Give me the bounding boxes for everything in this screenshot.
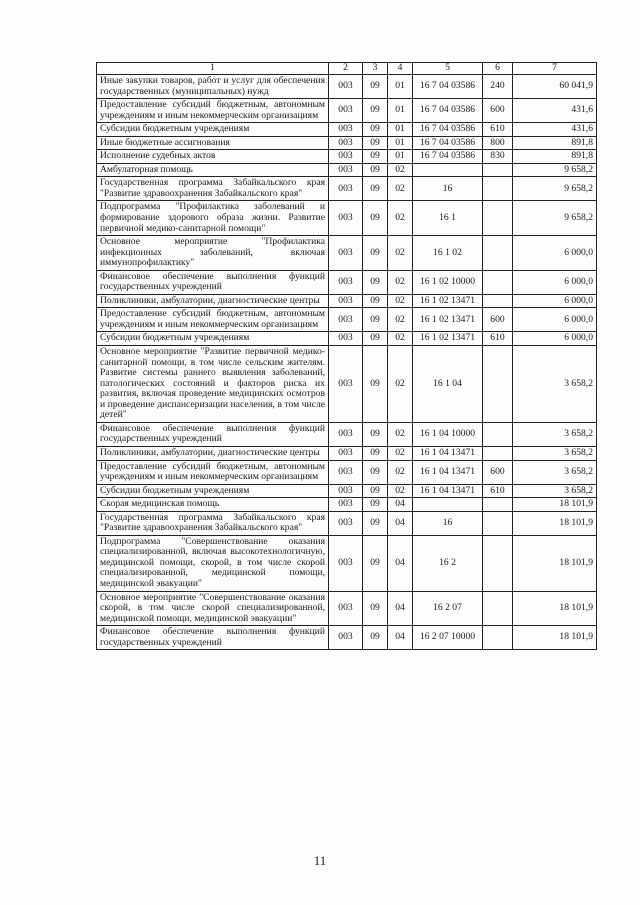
row-name: Поликлиники, амбулатории, диагностические центры bbox=[97, 294, 329, 308]
row-name: Предоставление субсидий бюджетным, автономным учреждениям и иным некоммерческим организациям bbox=[97, 308, 329, 332]
amount: 9 658,2 bbox=[513, 163, 597, 177]
ministry-code: 003 bbox=[329, 75, 363, 99]
target-article: 16 7 04 03586 bbox=[413, 150, 483, 164]
subsection-code: 01 bbox=[388, 99, 413, 123]
ministry-code: 003 bbox=[329, 99, 363, 123]
target-article: 16 1 04 13471 bbox=[413, 484, 483, 498]
table-row bbox=[97, 332, 597, 346]
section-code: 09 bbox=[363, 511, 388, 535]
section-code: 09 bbox=[363, 591, 388, 626]
subsection-code: 04 bbox=[388, 498, 413, 512]
row-name: Государственная программа Забайкальского края "Развитие здравоохранения Забайкальского края" bbox=[97, 177, 329, 201]
row-name: Амбулаторная помощь bbox=[97, 163, 329, 177]
amount: 3 658,2 bbox=[513, 346, 597, 423]
row-name: Скорая медицинская помощь bbox=[97, 498, 329, 512]
subsection-code: 04 bbox=[388, 591, 413, 626]
ministry-code: 003 bbox=[329, 163, 363, 177]
row-name: Финансовое обеспечение выполнения функций государственных учреждений bbox=[97, 422, 329, 446]
target-article: 16 1 02 bbox=[413, 236, 483, 271]
table-row bbox=[97, 422, 597, 446]
amount: 3 658,2 bbox=[513, 446, 597, 460]
expense-type bbox=[483, 163, 513, 177]
expense-type bbox=[483, 294, 513, 308]
target-article: 16 1 04 13471 bbox=[413, 446, 483, 460]
expense-type: 610 bbox=[483, 123, 513, 137]
target-article: 16 2 bbox=[413, 535, 483, 591]
section-code: 09 bbox=[363, 177, 388, 201]
row-name: Предоставление субсидий бюджетным, автономным учреждениям и иным некоммерческим организациям bbox=[97, 99, 329, 123]
subsection-code: 01 bbox=[388, 75, 413, 99]
section-code: 09 bbox=[363, 150, 388, 164]
section-code: 09 bbox=[363, 535, 388, 591]
ministry-code: 003 bbox=[329, 422, 363, 446]
row-name: Иные закупки товаров, работ и услуг для обеспечения государственных (муниципальных) нужд bbox=[97, 75, 329, 99]
ministry-code: 003 bbox=[329, 123, 363, 137]
col-header-6: 6 bbox=[483, 63, 513, 75]
section-code: 09 bbox=[363, 626, 388, 650]
table-row bbox=[97, 626, 597, 650]
ministry-code: 003 bbox=[329, 626, 363, 650]
ministry-code: 003 bbox=[329, 535, 363, 591]
target-article: 16 bbox=[413, 511, 483, 535]
subsection-code: 01 bbox=[388, 136, 413, 150]
section-code: 09 bbox=[363, 123, 388, 137]
table-row bbox=[97, 484, 597, 498]
row-name: Субсидии бюджетным учреждениям bbox=[97, 123, 329, 137]
ministry-code: 003 bbox=[329, 460, 363, 484]
ministry-code: 003 bbox=[329, 511, 363, 535]
section-code: 09 bbox=[363, 163, 388, 177]
table-row bbox=[97, 136, 597, 150]
amount: 6 000,0 bbox=[513, 236, 597, 271]
target-article: 16 1 04 bbox=[413, 346, 483, 423]
amount: 18 101,9 bbox=[513, 511, 597, 535]
expense-type: 600 bbox=[483, 99, 513, 123]
table-row bbox=[97, 123, 597, 137]
ministry-code: 003 bbox=[329, 270, 363, 294]
row-name: Исполнение судебных актов bbox=[97, 150, 329, 164]
subsection-code: 02 bbox=[388, 460, 413, 484]
section-code: 09 bbox=[363, 484, 388, 498]
ministry-code: 003 bbox=[329, 498, 363, 512]
ministry-code: 003 bbox=[329, 136, 363, 150]
expense-type bbox=[483, 270, 513, 294]
ministry-code: 003 bbox=[329, 332, 363, 346]
target-article: 16 1 bbox=[413, 201, 483, 236]
row-name: Подпрограмма "Профилактика заболеваний и формирование здорового образа жизни. Развитие первичной медико-санитарной помощи" bbox=[97, 201, 329, 236]
expense-type bbox=[483, 177, 513, 201]
subsection-code: 02 bbox=[388, 484, 413, 498]
amount: 18 101,9 bbox=[513, 498, 597, 512]
subsection-code: 04 bbox=[388, 511, 413, 535]
expense-type: 800 bbox=[483, 136, 513, 150]
subsection-code: 04 bbox=[388, 535, 413, 591]
subsection-code: 02 bbox=[388, 201, 413, 236]
col-header-4: 4 bbox=[388, 63, 413, 75]
section-code: 09 bbox=[363, 136, 388, 150]
col-header-2: 2 bbox=[329, 63, 363, 75]
subsection-code: 04 bbox=[388, 626, 413, 650]
expense-type: 610 bbox=[483, 332, 513, 346]
expense-type: 600 bbox=[483, 308, 513, 332]
target-article: 16 1 02 13471 bbox=[413, 332, 483, 346]
col-header-7: 7 bbox=[513, 63, 597, 75]
section-code: 09 bbox=[363, 422, 388, 446]
subsection-code: 02 bbox=[388, 270, 413, 294]
amount: 6 000,0 bbox=[513, 332, 597, 346]
amount: 6 000,0 bbox=[513, 308, 597, 332]
row-name: Предоставление субсидий бюджетным, автономным учреждениям и иным некоммерческим организациям bbox=[97, 460, 329, 484]
target-article: 16 7 04 03586 bbox=[413, 75, 483, 99]
subsection-code: 02 bbox=[388, 346, 413, 423]
subsection-code: 02 bbox=[388, 308, 413, 332]
expense-type: 600 bbox=[483, 460, 513, 484]
target-article: 16 1 04 10000 bbox=[413, 422, 483, 446]
amount: 60 041,9 bbox=[513, 75, 597, 99]
row-name: Основное мероприятие "Профилактика инфекционных заболеваний, включая иммунопрофилактику" bbox=[97, 236, 329, 271]
table-row bbox=[97, 498, 597, 512]
expense-type bbox=[483, 498, 513, 512]
row-name: Финансовое обеспечение выполнения функций государственных учреждений bbox=[97, 626, 329, 650]
ministry-code: 003 bbox=[329, 591, 363, 626]
expense-type: 830 bbox=[483, 150, 513, 164]
row-name: Финансовое обеспечение выполнения функций государственных учреждений bbox=[97, 270, 329, 294]
target-article: 16 1 02 13471 bbox=[413, 294, 483, 308]
section-code: 09 bbox=[363, 236, 388, 271]
col-header-3: 3 bbox=[363, 63, 388, 75]
expense-type bbox=[483, 591, 513, 626]
amount: 3 658,2 bbox=[513, 422, 597, 446]
table-row bbox=[97, 75, 597, 99]
expense-type bbox=[483, 201, 513, 236]
page-number: 11 bbox=[313, 853, 327, 868]
table-row bbox=[97, 460, 597, 484]
ministry-code: 003 bbox=[329, 484, 363, 498]
target-article bbox=[413, 163, 483, 177]
table-row bbox=[97, 150, 597, 164]
expense-type: 610 bbox=[483, 484, 513, 498]
table-row bbox=[97, 201, 597, 236]
amount: 891,8 bbox=[513, 136, 597, 150]
table-row bbox=[97, 270, 597, 294]
target-article: 16 7 04 03586 bbox=[413, 123, 483, 137]
row-name: Иные бюджетные ассигнования bbox=[97, 136, 329, 150]
table-row bbox=[97, 446, 597, 460]
section-code: 09 bbox=[363, 346, 388, 423]
ministry-code: 003 bbox=[329, 446, 363, 460]
amount: 18 101,9 bbox=[513, 626, 597, 650]
table-body bbox=[97, 75, 597, 650]
col-header-1: 1 bbox=[97, 63, 329, 75]
subsection-code: 02 bbox=[388, 294, 413, 308]
table-row bbox=[97, 236, 597, 271]
subsection-code: 02 bbox=[388, 163, 413, 177]
table-row bbox=[97, 591, 597, 626]
amount: 9 658,2 bbox=[513, 201, 597, 236]
amount: 18 101,9 bbox=[513, 591, 597, 626]
amount: 431,6 bbox=[513, 99, 597, 123]
subsection-code: 02 bbox=[388, 177, 413, 201]
subsection-code: 02 bbox=[388, 446, 413, 460]
section-code: 09 bbox=[363, 75, 388, 99]
expense-type bbox=[483, 446, 513, 460]
ministry-code: 003 bbox=[329, 177, 363, 201]
target-article bbox=[413, 498, 483, 512]
expense-type bbox=[483, 236, 513, 271]
table-row bbox=[97, 308, 597, 332]
row-name: Поликлиники, амбулатории, диагностические центры bbox=[97, 446, 329, 460]
section-code: 09 bbox=[363, 498, 388, 512]
target-article: 16 2 07 10000 bbox=[413, 626, 483, 650]
target-article: 16 1 04 13471 bbox=[413, 460, 483, 484]
table-row bbox=[97, 511, 597, 535]
target-article: 16 bbox=[413, 177, 483, 201]
table-row bbox=[97, 163, 597, 177]
row-name: Основное мероприятие "Совершенствование оказания скорой, в том числе скорой специализированной, медицинской помощи, медицинской эвакуации" bbox=[97, 591, 329, 626]
ministry-code: 003 bbox=[329, 294, 363, 308]
section-code: 09 bbox=[363, 446, 388, 460]
row-name: Подпрограмма "Совершенствование оказания специализированной, включая высокотехнологичную, медицинской помощи, скорой, в том числе скорой специализированной, медицинской помощи, медицинской эвакуации" bbox=[97, 535, 329, 591]
subsection-code: 02 bbox=[388, 236, 413, 271]
col-header-5: 5 bbox=[413, 63, 483, 75]
subsection-code: 02 bbox=[388, 332, 413, 346]
target-article: 16 1 02 10000 bbox=[413, 270, 483, 294]
ministry-code: 003 bbox=[329, 308, 363, 332]
section-code: 09 bbox=[363, 308, 388, 332]
expense-type bbox=[483, 626, 513, 650]
row-name: Субсидии бюджетным учреждениям bbox=[97, 332, 329, 346]
amount: 18 101,9 bbox=[513, 535, 597, 591]
table-row bbox=[97, 294, 597, 308]
expense-type bbox=[483, 511, 513, 535]
target-article: 16 7 04 03586 bbox=[413, 99, 483, 123]
row-name: Субсидии бюджетным учреждениям bbox=[97, 484, 329, 498]
ministry-code: 003 bbox=[329, 201, 363, 236]
subsection-code: 01 bbox=[388, 123, 413, 137]
table-row bbox=[97, 346, 597, 423]
subsection-code: 02 bbox=[388, 422, 413, 446]
ministry-code: 003 bbox=[329, 150, 363, 164]
ministry-code: 003 bbox=[329, 346, 363, 423]
target-article: 16 2 07 bbox=[413, 591, 483, 626]
budget-table bbox=[96, 62, 597, 650]
expense-type: 240 bbox=[483, 75, 513, 99]
expense-type bbox=[483, 535, 513, 591]
header-row bbox=[97, 63, 597, 75]
table-row bbox=[97, 177, 597, 201]
amount: 891,8 bbox=[513, 150, 597, 164]
table-row bbox=[97, 535, 597, 591]
amount: 6 000,0 bbox=[513, 270, 597, 294]
table-row bbox=[97, 99, 597, 123]
amount: 9 658,2 bbox=[513, 177, 597, 201]
expense-type bbox=[483, 346, 513, 423]
section-code: 09 bbox=[363, 99, 388, 123]
section-code: 09 bbox=[363, 201, 388, 236]
target-article: 16 7 04 03586 bbox=[413, 136, 483, 150]
row-name: Государственная программа Забайкальского края "Развитие здравоохранения Забайкальского края" bbox=[97, 511, 329, 535]
amount: 3 658,2 bbox=[513, 460, 597, 484]
section-code: 09 bbox=[363, 332, 388, 346]
ministry-code: 003 bbox=[329, 236, 363, 271]
section-code: 09 bbox=[363, 270, 388, 294]
amount: 6 000,0 bbox=[513, 294, 597, 308]
section-code: 09 bbox=[363, 460, 388, 484]
row-name: Основное мероприятие "Развитие первичной медико-санитарной помощи, в том числе сельским жителям. Развитие системы раннего выявления заболеваний, патологических состояний и факторов риска их развития, включая проведение медицинских осмотров и проведение диспансеризации населения, в том числе детей" bbox=[97, 346, 329, 423]
amount: 3 658,2 bbox=[513, 484, 597, 498]
expense-type bbox=[483, 422, 513, 446]
subsection-code: 01 bbox=[388, 150, 413, 164]
target-article: 16 1 02 13471 bbox=[413, 308, 483, 332]
amount: 431,6 bbox=[513, 123, 597, 137]
section-code: 09 bbox=[363, 294, 388, 308]
